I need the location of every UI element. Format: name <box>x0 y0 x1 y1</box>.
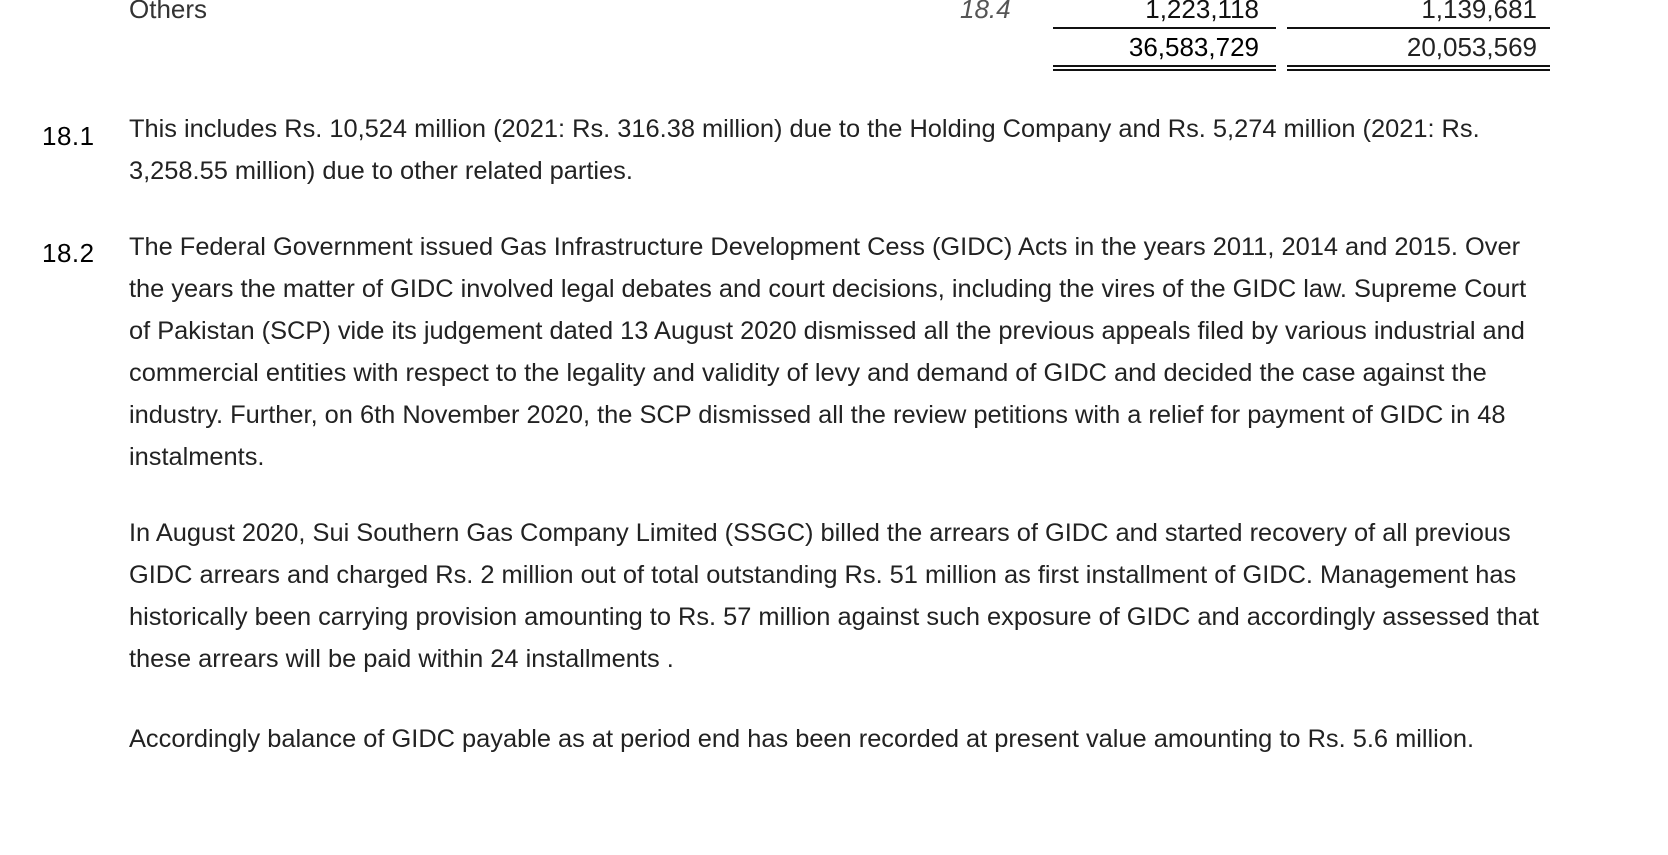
row-label-others: Others <box>129 0 208 24</box>
total-double-rule-2021-bottom <box>1287 69 1550 71</box>
note-paragraph: Accordingly balance of GIDC payable as at period end has been recorded at present value amounting to Rs. 5.6 million. <box>129 725 1475 753</box>
note-paragraph: The Federal Government issued Gas Infrastructure Development Cess (GIDC) Acts in the years 2011, 2014 and 2015. Over the years the matter of GIDC involved legal debates and court decisions, including the vires of the GIDC law. Supreme Court of Pakistan (SCP) vide its judgement dated 13 August 2020 dismissed all the previous appeals filed by various industrial and commercial entities with respect to the legality and validity of levy and demand of GIDC and decided the case against the industry. Further, on 6th November 2020, the SCP dismissed all the review petitions with a relief for payment of GIDC in 48 instalments. <box>129 233 1527 471</box>
note-number: 18.2 <box>42 238 95 268</box>
note-number: 18.1 <box>42 121 95 151</box>
others-value-2021: 1,139,681 <box>1421 0 1537 24</box>
note-reference: 18.4 <box>960 0 1011 24</box>
total-double-rule-2022-bottom <box>1053 69 1276 71</box>
total-value-2021: 20,053,569 <box>1406 32 1537 62</box>
subtotal-rule-2021 <box>1287 27 1550 29</box>
note-paragraph: In August 2020, Sui Southern Gas Company Limited (SSGC) billed the arrears of GIDC and started recovery of all previous GIDC arrears and charged Rs. 2 million out of total outstanding Rs. 51 million as first installment of GIDC. Management has historically been carrying provision amounting to Rs. 57 million against such exposure of GIDC and accordingly assessed that these arrears will be paid within 24 installments . <box>129 519 1539 673</box>
total-value-2022: 36,583,729 <box>1128 32 1259 62</box>
subtotal-rule-2022 <box>1053 27 1276 29</box>
others-value-2022: 1,223,118 <box>1145 0 1259 24</box>
payables-table-fragment <box>0 0 1668 74</box>
total-double-rule-2021-top <box>1287 65 1550 67</box>
note-paragraph: This includes Rs. 10,524 million (2021: Rs. 316.38 million) due to the Holding Company and Rs. 5,274 million (2021: Rs. 3,258.55 million) due to other related parties. <box>129 115 1480 185</box>
total-double-rule-2022-top <box>1053 65 1276 67</box>
